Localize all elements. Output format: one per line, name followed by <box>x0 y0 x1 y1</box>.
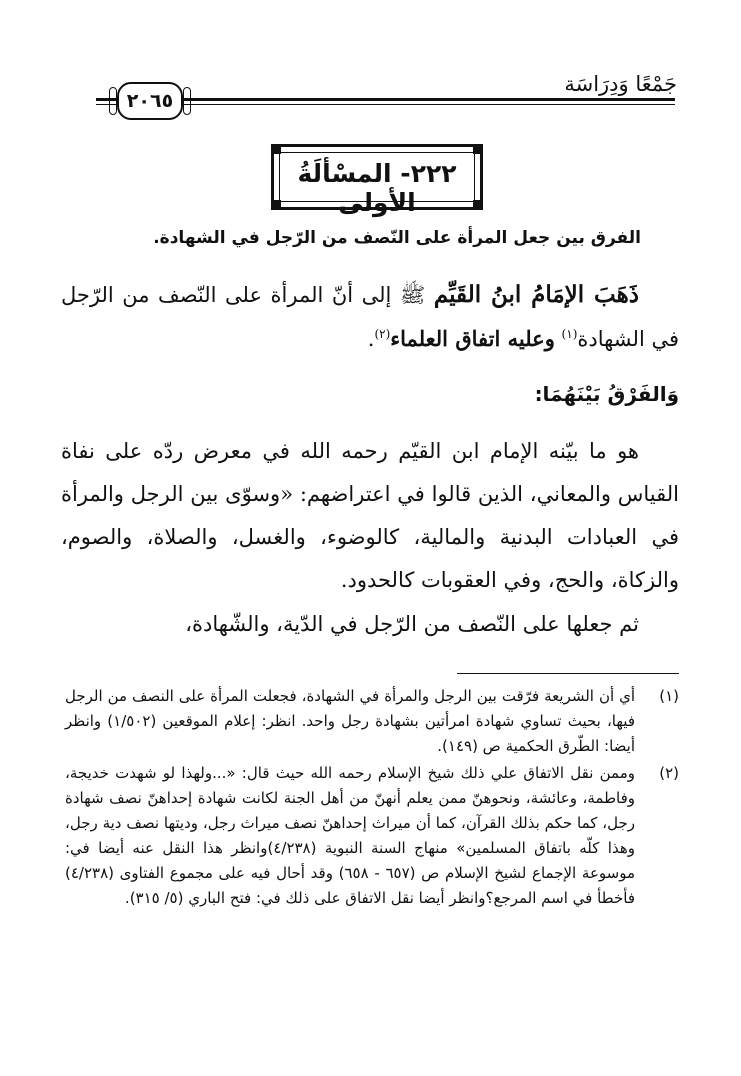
title-corner-ornament <box>473 144 483 154</box>
footnote-2 <box>65 761 679 911</box>
opening-paragraph <box>61 273 679 361</box>
title-corner-ornament <box>271 144 281 154</box>
footnote-1 <box>65 684 679 759</box>
page-number: ٢٠٦٥ <box>117 82 183 120</box>
footnotes <box>65 684 679 913</box>
running-head-title: جَمْعًا وَدِرَاسَة <box>564 72 677 96</box>
sentence-end: . <box>367 327 375 351</box>
chapter-title-box <box>271 144 483 217</box>
honorific-seal: ﷺ <box>399 283 426 307</box>
continuation-paragraph: ثم جعلها على النّصف من الرّجل في الدّية، والشّهادة، <box>185 612 639 636</box>
footnote-text: أي أن الشريعة فرّقت بين الرجل والمرأة في الشهادة، فجعلت المرأة على النصف من الرجل فيها، بحيث تساوي شهادة امرأتين بشهادة رجل واحد. انظر: إعلام الموقعين (١/٥٠٢) وانظر أيضا: الطّرق الحكمية ص (١٤٩). <box>65 687 635 755</box>
footnote-number: (٢) <box>659 764 679 782</box>
footnote-separator <box>457 673 679 674</box>
footnote-text: وممن نقل الاتفاق علي ذلك شيخ الإسلام رحمه الله حيث قال: «...ولهذا لو شهدت خديجة، وفاطمة، وعائشة، ونحوهنّ ممن يعلم أنهنّ من أهل الجنة لكانت شهادة إحداهنّ نصف شهادة رجل، كما حكم بذلك القرآن، كما أن ميراث إحداهنّ نصف ميراث رجل، وديتها نصف دية رجل، وهذا كلّه باتفاق المسلمين» منهاج السنة النبوية (٤/٢٣٨)وانظر هذا النقل عنه أيضا في: موسوعة الإجماع لشيخ الإسلام ص (٦٥٧ - ٦٥٨) وقد أحال فيه على مجموع الفتاوى (٤/٢٣٨) فأخطأ في اسم المرجع؟وانظر أيضا نقل الاتفاق على ذلك في: فتح الباري (٥/ ٣١٥). <box>65 764 636 907</box>
section-heading: وَالفَرْقُ بَيْنَهُمَا: <box>534 382 679 406</box>
chapter-title: ٢٢٢- المسْألَةُ الأولى <box>297 159 457 217</box>
explanation-paragraph: هو ما بيّنه الإمام ابن القيّم رحمه الله في معرض ردّه على نفاة القياس والمعاني، الذين قالوا في اعتراضهم: «وسوّى بين الرجل والمرأة في العبادات البدنية والمالية، كالوضوء، والغسل، والصلاة، والصوم، والزكاة، والحج، وفي العقوبات كالحدود. <box>61 439 679 592</box>
consensus-text: وعليه اتفاق العلماء <box>390 326 555 351</box>
footnote-ref-2[interactable]: (٢) <box>374 327 391 341</box>
opening-text: إلى أنّ المرأة على النّصف من الرّجل في الشهادة <box>61 283 679 351</box>
footnote-number: (١) <box>659 687 679 705</box>
footnote-ref-1[interactable]: (١) <box>561 327 578 341</box>
issue-subtitle: الفرق بين جعل المرأة على النّصف من الرّجل في الشهادة. <box>153 228 641 248</box>
opening-lead: ذَهَبَ الإمَامُ ابنُ القَيِّم <box>433 281 639 308</box>
